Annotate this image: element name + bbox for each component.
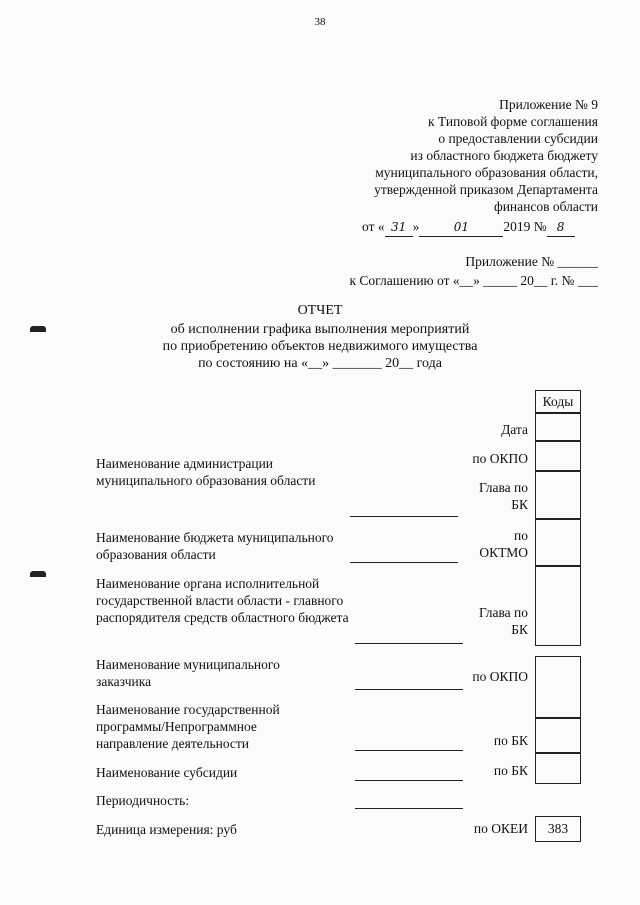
appendix-line-6: утвержденной приказом Департамента bbox=[374, 182, 598, 197]
okpo-code-cell-1[interactable] bbox=[535, 440, 581, 472]
field-admin-underline[interactable] bbox=[350, 516, 458, 517]
appendix-line-2: к Типовой форме соглашения bbox=[428, 114, 598, 129]
appendix-line-5: муниципального образования области, bbox=[375, 165, 598, 180]
code-label-okpo-1: по ОКПО bbox=[472, 451, 528, 466]
field-program-label: Наименование государственной программы/Непрограммное направление деятельности bbox=[96, 702, 280, 751]
code-label-bk-2: по БК bbox=[493, 763, 528, 778]
date-year: 2019 № bbox=[503, 219, 547, 234]
report-subtitle-1: об исполнении графика выполнения мероприятий bbox=[170, 322, 470, 337]
field-organ-underline[interactable] bbox=[355, 643, 463, 644]
codes-header-cell bbox=[535, 390, 581, 414]
field-program-underline[interactable] bbox=[355, 750, 463, 751]
code-label-oktmo: по ОКТМО bbox=[479, 528, 528, 560]
date-month: 01 bbox=[419, 218, 503, 237]
field-unit-label: Единица измерения: руб bbox=[96, 822, 237, 837]
appendix-line-7: финансов области bbox=[493, 199, 598, 214]
report-heading: ОТЧЕТ bbox=[297, 303, 343, 318]
date-day: 31 bbox=[385, 218, 413, 237]
date-mid: » bbox=[412, 219, 420, 234]
field-admin-label: Наименование администрации муниципального образования области bbox=[96, 456, 316, 488]
code-label-okpo-2: по ОКПО bbox=[472, 669, 528, 684]
agreement-line-2: к Соглашению от «__» _____ 20__ г. № ___ bbox=[349, 273, 598, 288]
field-budget-label: Наименование бюджета муниципального образования области bbox=[96, 530, 334, 562]
oktmo-code-cell[interactable] bbox=[535, 518, 581, 566]
field-periodicity-label: Периодичность: bbox=[96, 793, 190, 808]
field-periodicity-underline[interactable] bbox=[355, 808, 463, 809]
report-subtitle-2: по приобретению объектов недвижимого имущества bbox=[162, 339, 478, 354]
date-prefix: от « bbox=[362, 219, 385, 234]
code-label-date: Дата bbox=[501, 422, 528, 437]
report-subtitle-3: по состоянию на «__» _______ 20__ года bbox=[198, 356, 442, 371]
binder-mark-top bbox=[30, 326, 46, 332]
bk-code-cell-1[interactable] bbox=[535, 718, 581, 754]
code-label-bk-1: по БК bbox=[493, 733, 528, 748]
head-bk-code-cell-2[interactable] bbox=[535, 566, 581, 646]
appendix-line-4: из областного бюджета бюджету bbox=[410, 148, 598, 163]
okpo-code-cell-2[interactable] bbox=[535, 656, 581, 718]
code-label-okei: по ОКЕИ bbox=[473, 821, 528, 836]
code-label-head-bk-1: Глава по БК bbox=[478, 480, 528, 512]
agreement-line-1: Приложение № ______ bbox=[465, 254, 598, 269]
field-subsidy-label: Наименование субсидии bbox=[96, 765, 238, 780]
head-bk-code-cell-1[interactable] bbox=[535, 470, 581, 520]
field-customer-underline[interactable] bbox=[355, 689, 463, 690]
date-number: 8 bbox=[547, 218, 575, 237]
field-customer-label: Наименование муниципального заказчика bbox=[96, 657, 280, 689]
okei-value: 383 bbox=[547, 821, 569, 836]
appendix-line-3: о предоставлении субсидии bbox=[438, 131, 598, 146]
page-number: 38 bbox=[314, 16, 326, 28]
field-budget-underline[interactable] bbox=[350, 562, 458, 563]
appendix-line-1: Приложение № 9 bbox=[499, 97, 598, 112]
field-subsidy-underline[interactable] bbox=[355, 780, 463, 781]
appendix-date-line bbox=[362, 218, 575, 237]
bk-code-cell-2[interactable] bbox=[535, 752, 581, 784]
code-label-head-bk-2: Глава по БК bbox=[478, 605, 528, 637]
date-code-cell[interactable] bbox=[535, 412, 581, 442]
field-organ-label: Наименование органа исполнительной государственной власти области - главного распорядителя средств областного бюджета bbox=[96, 576, 349, 625]
codes-header: Коды bbox=[542, 394, 574, 409]
binder-mark-bottom bbox=[30, 571, 46, 577]
okei-code-cell bbox=[535, 816, 581, 842]
